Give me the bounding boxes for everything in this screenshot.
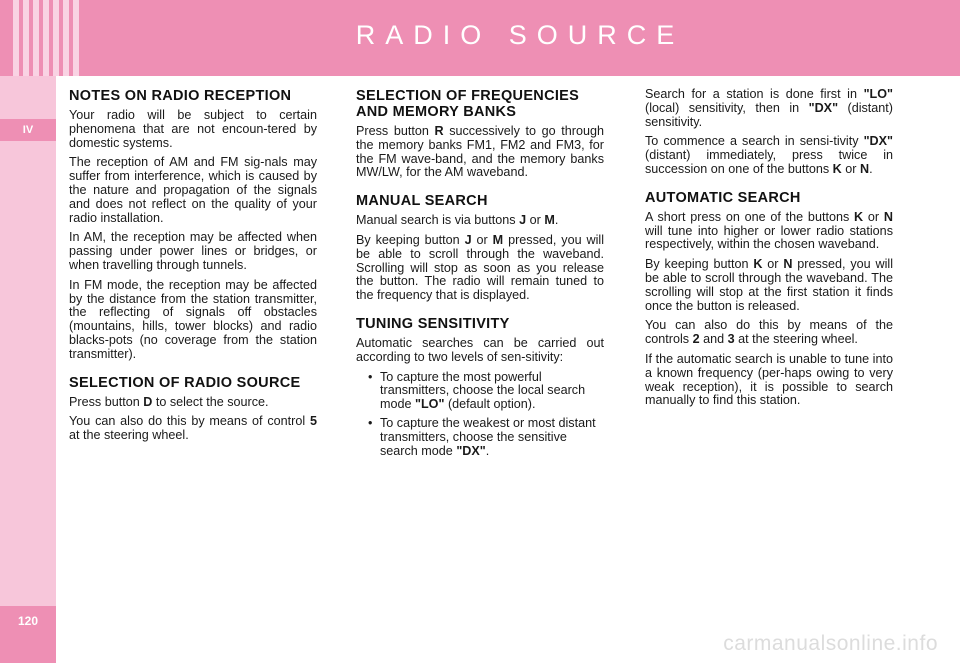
column-2: [356, 88, 604, 464]
paragraph: Manual search is via buttons J or M.: [356, 213, 559, 228]
bullet-list: [356, 371, 604, 459]
list-item: • To capture the most powerful transmitters, choose the local search mode "LO" (default option).: [368, 371, 604, 412]
list-item: • To capture the weakest or most distant transmitters, choose the sensitive search mode "DX".: [368, 417, 604, 458]
heading-manual-search: MANUAL SEARCH: [356, 193, 488, 210]
paragraph: If the automatic search is unable to tune into a known frequency (per-haps owing to very weak reception), it is possible to search manually to find this station.: [645, 351, 893, 408]
header-band: [0, 0, 960, 76]
paragraph: By keeping button K or N pressed, you will be able to scroll through the waveband. The scrolling will stop at the first station it finds once the button is released.: [645, 257, 894, 313]
page-title: RADIO SOURCE: [355, 20, 685, 50]
paragraph: In AM, the reception may be affected when passing under power lines or bridges, or when travelling through tunnels.: [69, 230, 317, 272]
heading-tuning-sensitivity: TUNING SENSITIVITY: [356, 315, 510, 332]
heading-selection-of-radio-source: SELECTION OF RADIO SOURCE: [69, 374, 301, 391]
paragraph: A short press on one of the buttons K or N will tune into higher or lower radio stations respectively, within the chosen waveband.: [645, 209, 893, 252]
page-number: 120: [0, 606, 56, 663]
chapter-tab: IV: [0, 119, 56, 141]
left-margin-strip: [0, 76, 56, 663]
column-3: [645, 88, 893, 414]
heading-notes-on-radio-reception: NOTES ON RADIO RECEPTION: [69, 88, 292, 104]
column-1: [69, 88, 317, 449]
paragraph: The reception of AM and FM sig-nals may suffer from interference, which is caused by the nature and propagation of the signals and does not reflect on the quality of your radio installation.: [69, 155, 317, 225]
heading-selection-of-frequencies: SELECTION OF FREQUENCIES AND MEMORY BANKS: [356, 88, 580, 120]
paragraph: By keeping button J or M pressed, you will be able to scroll through the waveband. Scrolling will stop as soon as you release the button. The radio will remain tuned to the frequency that is displayed.: [356, 232, 605, 303]
heading-automatic-search: AUTOMATIC SEARCH: [645, 189, 801, 206]
paragraph: You can also do this by means of control 5 at the steering wheel.: [69, 414, 317, 443]
paragraph: You can also do this by means of the controls 2 and 3 at the steering wheel.: [645, 318, 893, 347]
paragraph: Automatic searches can be carried out according to two levels of sen-sitivity:: [356, 335, 604, 364]
paragraph: To commence a search in sensi-tivity "DX" (distant) immediately, press twice in succession on one of the buttons K or N.: [645, 134, 893, 176]
watermark: carmanualsonline.info: [723, 632, 938, 655]
paragraph: Search for a station is done first in "LO" (local) sensitivity, then in "DX" (distant) sensitivity.: [645, 87, 894, 129]
paragraph: Your radio will be subject to certain phenomena that are not encoun-tered by domestic systems.: [69, 108, 317, 150]
paragraph: In FM mode, the reception may be affected by the distance from the station transmitter, the reflecting of signals off obstacles (mountains, hills, tower blocks) and radio blacks-pots (no coverage from the station transmitter).: [69, 277, 317, 361]
paragraph: Press button R successively to go through the memory banks FM1, FM2 and FM3, for the FM wave-band, and the memory banks MW/LW, for the AM waveband.: [356, 124, 604, 180]
paragraph: Press button D to select the source.: [69, 394, 269, 409]
